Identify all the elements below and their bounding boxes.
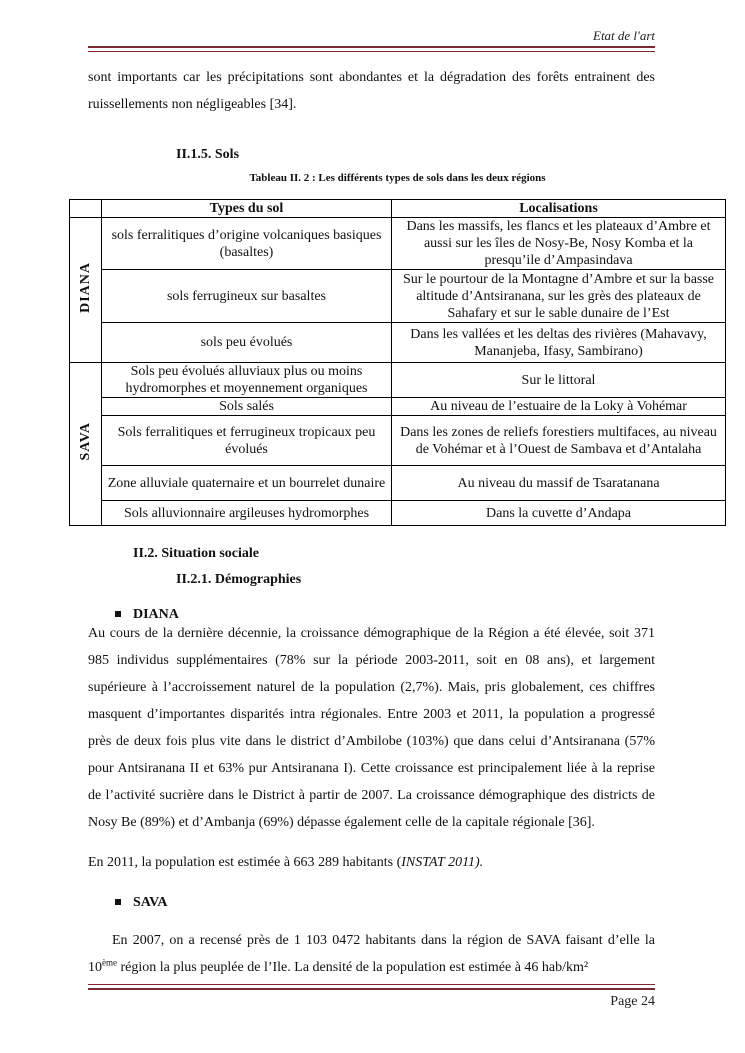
table-header-row	[70, 200, 726, 218]
table-row	[70, 363, 726, 398]
table-row	[70, 270, 726, 323]
soil-type-cell: Sols ferralitiques et ferrugineux tropicaux peu évolués	[102, 416, 392, 466]
section-heading-social: II.2. Situation sociale	[133, 546, 260, 561]
section-heading-demographies: II.2.1. Démographies	[176, 572, 302, 587]
population-text: En 2011, la population est estimée à 663 289 habitants (	[88, 855, 402, 870]
region-label-sava: SAVA	[78, 422, 93, 461]
localisation-cell: Dans la cuvette d’Andapa	[392, 501, 726, 526]
soil-type-cell: Sols salés	[102, 398, 392, 416]
bullet-title-diana: DIANA	[133, 607, 179, 622]
population-source: INSTAT 2011).	[401, 855, 484, 870]
soil-type-cell: Sols alluvionnaire argileuses hydromorphes	[102, 501, 392, 526]
localisation-cell: Sur le littoral	[392, 363, 726, 398]
region-label-diana: DIANA	[78, 262, 93, 313]
soil-type-cell: Sols peu évolués alluviaux plus ou moins hydromorphes et moyennement organiques	[102, 363, 392, 398]
localisation-cell: Dans les vallées et les deltas des rivières (Mahavavy, Mananjeba, Ifasy, Sambirano)	[392, 323, 726, 363]
table-row	[70, 501, 726, 526]
header-title: Etat de l'art	[593, 28, 655, 43]
square-bullet-icon	[115, 611, 121, 617]
sava-paragraph-end: région la plus peuplée de l’Ile. La densité de la population est estimée à 46 hab/km²	[117, 960, 589, 975]
column-header-localisations: Localisations	[392, 200, 726, 218]
localisation-cell: Dans les massifs, les flancs et les plateaux d’Ambre et aussi sur les îles de Nosy-Be, Nosy Komba et la presqu’ile d’Ampasindava	[392, 218, 726, 270]
page-number: Page 24	[610, 994, 655, 1009]
table-row	[70, 398, 726, 416]
table-caption: Tableau II. 2 : Les différents types de sols dans les deux régions	[249, 172, 546, 184]
bullet-sava	[115, 895, 168, 911]
region-cell-sava	[70, 363, 102, 526]
localisation-cell: Au niveau de l’estuaire de la Loky à Vohémar	[392, 398, 726, 416]
soil-types-table	[69, 199, 726, 526]
localisation-cell: Au niveau du massif de Tsaratanana	[392, 466, 726, 501]
localisation-cell: Dans les zones de reliefs forestiers multifaces, au niveau de Vohémar et à l’Ouest de Sambava et d’Antalaha	[392, 416, 726, 466]
sava-superscript: ème	[102, 957, 117, 968]
diana-paragraph: Au cours de la dernière décennie, la croissance démographique de la Région a été élevée, soit 371 985 individus supplémentaires (78% sur la période 2003-2011, soit en 08 ans), et largement supérieure à l’accroissement naturel de la population (2,7%). Mais, pris globalement, ces chiffres masquent d’importantes disparités intra régionales. Entre 2003 et 2011, la population a progressé près de deux fois plus vite dans le district d’Ambilobe (103%) que dans celui d’Antsiranana (57% pour Antsiranana II et 63% pur Antsiranana I). Cette croissance est principalement liée à la reprise de l’activité sucrière dans le District à partir de 2007. La croissance démographique des districts de Nosy Be (89%) et d’Ambanja (69%) dépasse également celle de la capitale régionale [36].	[88, 626, 655, 830]
soil-type-cell: sols peu évolués	[102, 323, 392, 363]
square-bullet-icon	[115, 899, 121, 905]
localisation-cell: Sur le pourtour de la Montagne d’Ambre et sur la basse altitude d’Antsiranana, sur les grès des plateaux de Sahafary et sur le sable dunaire de l’Est	[392, 270, 726, 323]
intro-paragraph: sont importants car les précipitations sont abondantes et la dégradation des forêts entrainent des ruissellements non négligeables [34].	[88, 70, 655, 112]
table-row	[70, 466, 726, 501]
soil-type-cell: sols ferrugineux sur basaltes	[102, 270, 392, 323]
table-row	[70, 218, 726, 270]
soil-type-cell: sols ferralitiques d’origine volcaniques basiques (basaltes)	[102, 218, 392, 270]
empty-header-cell	[70, 200, 102, 218]
section-heading-sols: II.1.5. Sols	[176, 147, 240, 162]
table-row	[70, 416, 726, 466]
region-cell-diana	[70, 218, 102, 363]
column-header-types: Types du sol	[102, 200, 392, 218]
table-row	[70, 323, 726, 363]
sava-paragraph-start: En 2007, on a recensé près de 1 103 0472 habitants dans la région de SAVA faisant d’elle la 10	[88, 933, 655, 975]
header-rule	[88, 46, 655, 52]
sava-paragraph	[88, 927, 655, 981]
soil-type-cell: Zone alluviale quaternaire et un bourrelet dunaire	[102, 466, 392, 501]
footer-rule	[88, 984, 655, 990]
population-line	[88, 852, 655, 874]
bullet-title-sava: SAVA	[133, 895, 168, 910]
